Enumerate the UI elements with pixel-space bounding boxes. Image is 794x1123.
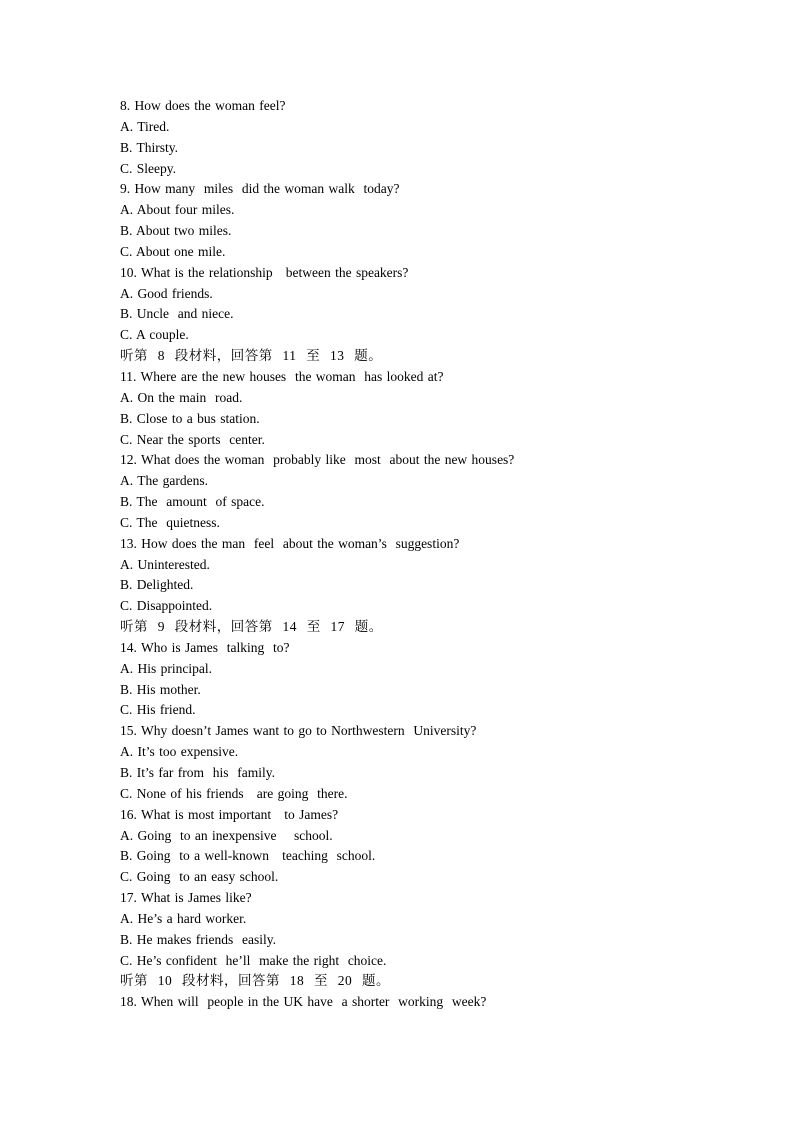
exam-text-block bbox=[120, 96, 720, 1013]
answer-option: B. It’s far from his family. bbox=[120, 765, 275, 780]
answer-option: A. Good friends. bbox=[120, 285, 213, 301]
answer-option: A. Going to an inexpensive school. bbox=[120, 827, 333, 843]
question-text: 11. Where are the new houses the woman has looked at? bbox=[120, 368, 444, 384]
question-text: 10. What is the relationship between the speakers? bbox=[120, 264, 409, 280]
answer-option: A. His principal. bbox=[120, 660, 212, 676]
answer-option: A. Tired. bbox=[120, 118, 170, 134]
answer-option: C. Near the sports center. bbox=[120, 431, 265, 447]
answer-option: A. It’s too expensive. bbox=[120, 744, 239, 760]
question-text: 18. When will people in the UK have a shorter working week? bbox=[120, 994, 487, 1010]
section-instruction: 听第 10 段材料，回答第 18 至 20 题。 bbox=[120, 973, 390, 989]
answer-option: A. On the main road. bbox=[120, 389, 243, 405]
answer-option: C. Sleepy. bbox=[120, 160, 176, 176]
answer-option: B. About two miles. bbox=[120, 223, 232, 239]
section-instruction: 听第 8 段材料，回答第 11 至 13 题。 bbox=[120, 348, 383, 364]
answer-option: B. The amount of space. bbox=[120, 494, 265, 510]
answer-option: C. About one mile. bbox=[120, 243, 226, 259]
answer-option: C. Going to an easy school. bbox=[120, 869, 279, 885]
answer-option: C. Disappointed. bbox=[120, 598, 213, 614]
question-text: 8. How does the woman feel? bbox=[120, 98, 286, 113]
answer-option: B. Going to a well-known teaching school. bbox=[120, 848, 376, 864]
answer-option: B. Thirsty. bbox=[120, 139, 179, 155]
answer-option: B. He makes friends easily. bbox=[120, 931, 276, 947]
answer-option: C. A couple. bbox=[120, 327, 189, 343]
answer-option: C. The quietness. bbox=[120, 514, 220, 530]
answer-option: C. His friend. bbox=[120, 702, 196, 718]
answer-option: B. Delighted. bbox=[120, 577, 194, 593]
answer-option: B. Close to a bus station. bbox=[120, 410, 260, 426]
answer-option: B. Uncle and niece. bbox=[120, 306, 234, 322]
answer-option: C. He’s confident he’ll make the right choice. bbox=[120, 952, 387, 968]
section-instruction: 听第 9 段材料，回答第 14 至 17 题。 bbox=[120, 619, 383, 635]
answer-option: C. None of his friends are going there. bbox=[120, 785, 348, 801]
answer-option: A. Uninterested. bbox=[120, 556, 210, 572]
answer-option: B. His mother. bbox=[120, 681, 201, 697]
question-text: 13. How does the man feel about the woman’s suggestion? bbox=[120, 535, 460, 551]
question-text: 9. How many miles did the woman walk today? bbox=[120, 181, 400, 197]
question-text: 12. What does the woman probably like most about the new houses? bbox=[120, 452, 515, 468]
question-text: 14. Who is James talking to? bbox=[120, 639, 290, 655]
question-text: 15. Why doesn’t James want to go to Northwestern University? bbox=[120, 723, 477, 739]
answer-option: A. He’s a hard worker. bbox=[120, 910, 247, 926]
answer-option: A. The gardens. bbox=[120, 473, 208, 489]
answer-option: A. About four miles. bbox=[120, 202, 235, 218]
question-text: 16. What is most important to James? bbox=[120, 806, 339, 822]
question-text: 17. What is James like? bbox=[120, 890, 252, 906]
